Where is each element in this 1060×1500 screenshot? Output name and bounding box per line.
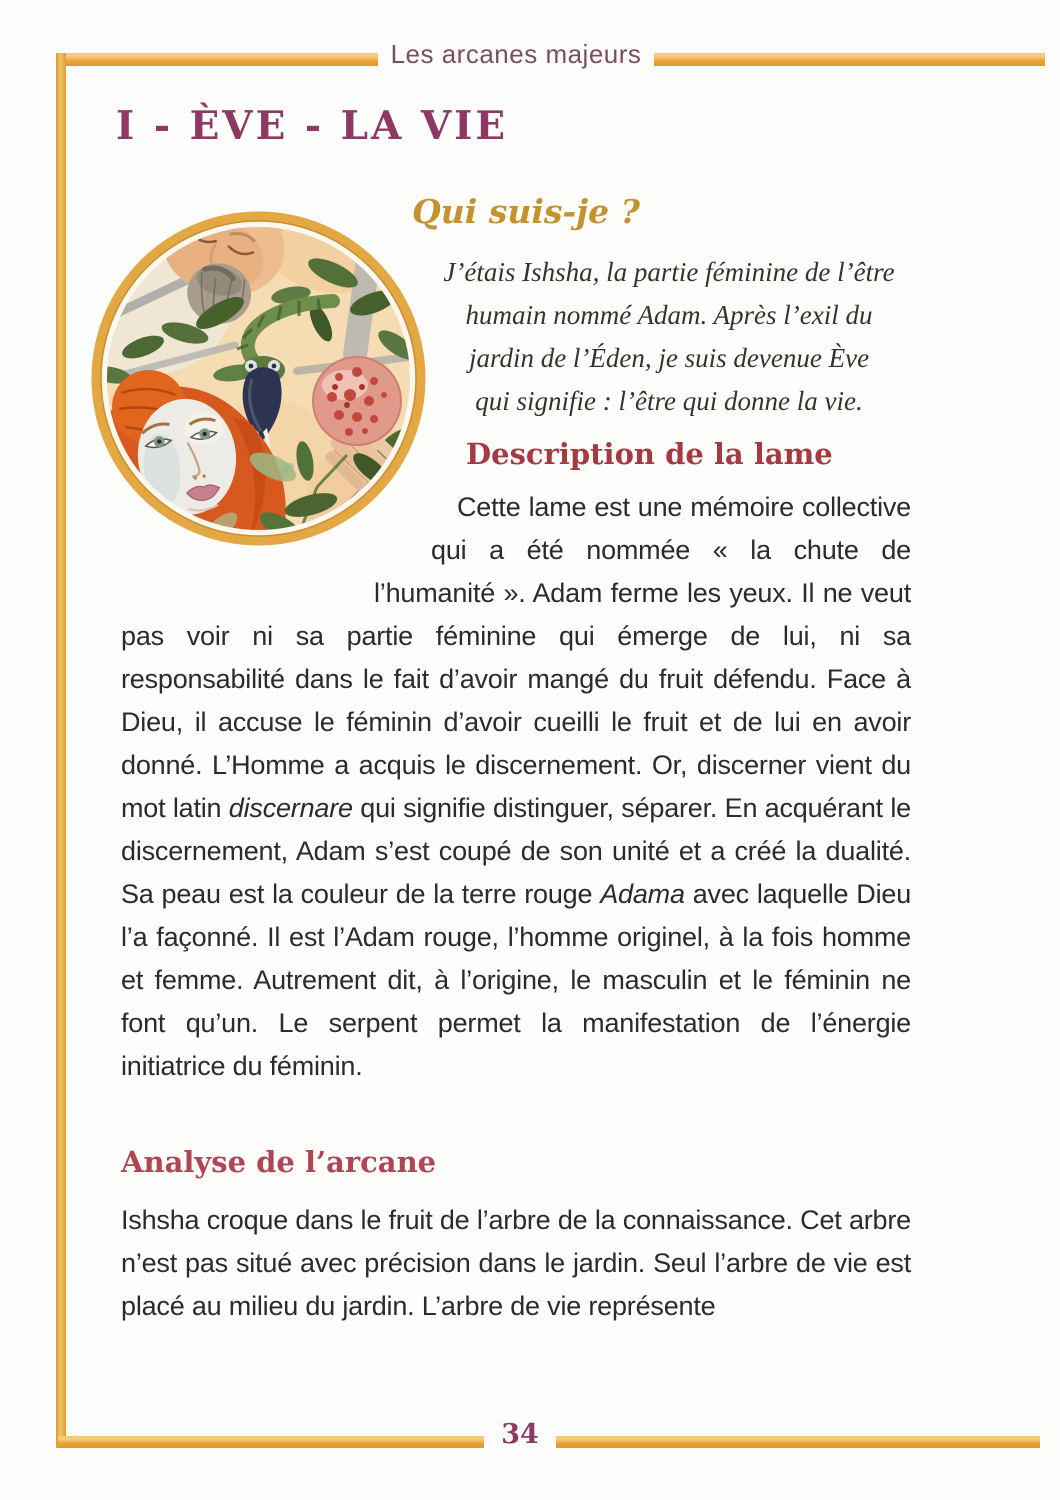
running-head: Les arcanes majeurs xyxy=(390,39,642,69)
image-wrap-spacer xyxy=(121,486,457,529)
analyse-heading: Analyse de l’arcane xyxy=(121,1145,437,1179)
frame-top-bar-left xyxy=(58,53,378,66)
frame-bottom-bar-left xyxy=(58,1436,484,1448)
description-paragraph xyxy=(121,486,911,1088)
frame-left-line xyxy=(56,53,66,1448)
frame-top-bar-right xyxy=(654,53,1045,66)
image-wrap-spacer xyxy=(121,529,431,572)
analyse-text: Ishsha croque dans le fruit de l’arbre de la connaissance. Cet arbre n’est pas situé avec précision dans le jardin. Seul l’arbre de vie est placé au milieu du jardin. L’arbre de vie représente xyxy=(121,1205,911,1321)
quote-line: qui signifie : l’être qui donne la vie. xyxy=(475,386,863,416)
image-wrap-spacer xyxy=(121,572,374,615)
quote-line: humain nommé Adam. Après l’exil du xyxy=(465,300,873,330)
forbidden-fruit xyxy=(313,357,401,445)
quote-line: jardin de l’Éden, je suis devenue Ève xyxy=(468,343,870,373)
page-number: 34 xyxy=(501,1419,539,1450)
description-text: Cette lame est une mémoire collective qui a été nommée « la chute de l’humanité ». Adam ferme les yeux. Il ne veut pas voir ni sa partie féminine qui émerge de lui, ni sa responsabilité dans le fait d’avoir mangé du fruit défendu. Face à Dieu, il accuse le féminin d’avoir cueilli le fruit et de lui en avoir donné. L’Homme a acquis le discernement. Or, discerner vient du mot latin discernare qui signifie distinguer, séparer. En acquérant le discernement, Adam s’est coupé de son unité et a créé la dualité. Sa peau est la couleur de la terre rouge Adama avec laquelle Dieu l’a façonné. Il est l’Adam rouge, l’homme originel, à la fois homme et femme. Autrement dit, à l’origine, le masculin et le féminin ne font qu’un. Le serpent permet la manifestation de l’énergie initiatrice du féminin. xyxy=(121,492,912,1081)
analyse-paragraph xyxy=(121,1199,911,1328)
page-title: I - ÈVE - LA VIE xyxy=(116,103,509,149)
first-person-quote xyxy=(428,251,910,423)
description-heading: Description de la lame xyxy=(466,437,833,471)
quote-line: J’étais Ishsha, la partie féminine de l’être xyxy=(443,257,895,287)
qui-suis-je-heading: Qui suis-je ? xyxy=(412,192,640,231)
frame-bottom-bar-right xyxy=(556,1436,1040,1448)
